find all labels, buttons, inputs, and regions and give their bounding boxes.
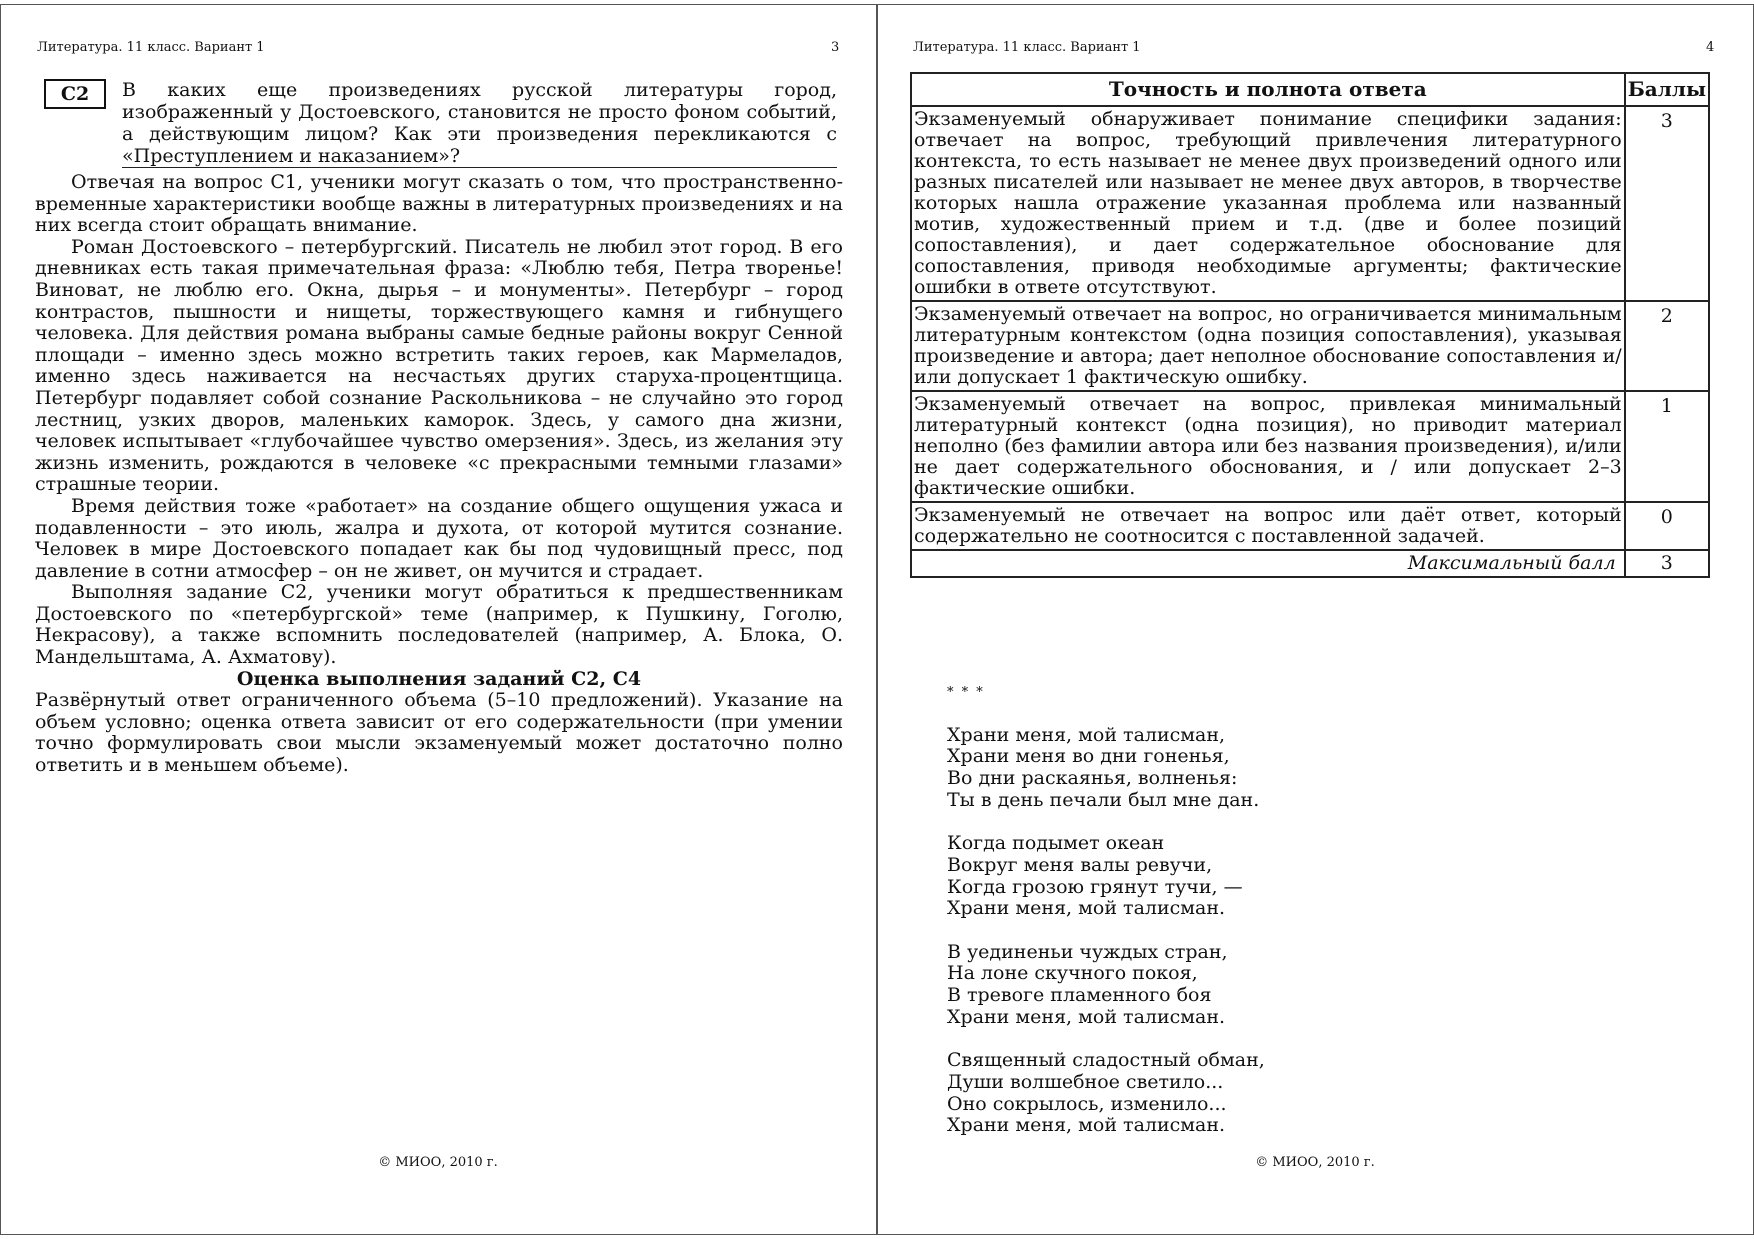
poem bbox=[947, 683, 1265, 1137]
poem-stanza bbox=[947, 942, 1265, 1029]
table-row bbox=[911, 106, 1709, 301]
poem-line: В уединеньи чуждых стран, bbox=[947, 940, 1228, 963]
paragraph: Время действия тоже «работает» на создание общего ощущения ужаса и подавленности – это июль, жалра и духота, от которой мутится сознание. Человек в мире Достоевского попадает как бы под чудовищный пресс, под давление в сотни атмосфер – он не живет, он мучится и страдает. bbox=[35, 494, 843, 582]
paragraph: Роман Достоевского – петербургский. Писатель не любил этот город. В его дневниках есть такая примечательная фраза: «Люблю тебя, Петра творенье! Виноват, не люблю его. Окна, дырья – и монументы». Петербург – город контрастов, пышности и нищеты, торжествующего камня и гибнущего человека. Для действия романа выбраны самые бедные районы вокруг Сенной площади – именно здесь можно встретить таких героев, как Мармеладов, именно здесь наживается на несчастьях других старуха-процентщица. Петербург подавляет собой сознание Раскольникова – не случайно это город лестниц, узких дворов, маленьких каморок. Здесь, у самого дна жизни, человек испытывает «глубочайшее чувство омерзения». Здесь, из желания эту жизнь изменить, рождаются в человеке «с прекрасными темными глазами» страшные теории. bbox=[35, 235, 843, 496]
poem-line: Вокруг меня валы ревучи, bbox=[947, 853, 1213, 876]
poem-line: Когда грозою грянут тучи, — bbox=[947, 875, 1243, 898]
left-page bbox=[0, 5, 876, 1234]
table-row bbox=[911, 391, 1709, 502]
task-question: В каких еще произведениях русской литературы город, изображенный у Достоевского, становится не просто фоном событий, а действующим лицом? Как эти произведения перекликаются с «Преступлением и наказанием»? bbox=[122, 79, 837, 167]
table-row bbox=[911, 502, 1709, 550]
poem-line: Ты в день печали был мне дан. bbox=[947, 788, 1260, 811]
scoring-table bbox=[910, 72, 1710, 578]
poem-line: Храни меня, мой талисман. bbox=[947, 897, 1226, 920]
right-page-number: 4 bbox=[1706, 40, 1715, 55]
answer-commentary bbox=[35, 172, 843, 777]
max-score-row bbox=[911, 550, 1709, 577]
question-underline bbox=[122, 167, 837, 168]
max-score-value: 3 bbox=[1625, 550, 1709, 577]
column-header-criteria: Точность и полнота ответа bbox=[911, 73, 1625, 106]
poem-stars: * * * bbox=[947, 685, 985, 700]
poem-line: Когда подымет океан bbox=[947, 832, 1165, 855]
poem-line: Священный сладостный обман, bbox=[947, 1049, 1265, 1072]
column-header-points: Баллы bbox=[1625, 73, 1709, 106]
poem-line: Храни меня, мой талисман. bbox=[947, 1005, 1226, 1028]
criteria-cell: Экзаменуемый не отвечает на вопрос или даёт ответ, который содержательно не соотносится с поставленной задачей. bbox=[911, 502, 1625, 550]
section-heading: Оценка выполнения заданий С2, С4 bbox=[236, 667, 642, 690]
poem-line: Оно сокрылось, изменило... bbox=[947, 1092, 1227, 1115]
left-page-header: Литература. 11 класс. Вариант 1 bbox=[37, 40, 265, 55]
task-label-c2: С2 bbox=[44, 79, 106, 109]
poem-stanza bbox=[947, 833, 1265, 920]
points-cell: 2 bbox=[1625, 301, 1709, 391]
right-page-header: Литература. 11 класс. Вариант 1 bbox=[913, 40, 1141, 55]
criteria-cell: Экзаменуемый отвечает на вопрос, привлекая минимальный литературный контекст (одна позиция), но приводит материал неполно (без фамилии автора или без названия произведения), и/или не дает содержательного обоснования, и / или допускает 2–3 фактические ошибки. bbox=[911, 391, 1625, 502]
poem-line: На лоне скучного покоя, bbox=[947, 962, 1198, 985]
poem-line: В тревоге пламенного боя bbox=[947, 984, 1212, 1007]
poem-line: Храни меня, мой талисман, bbox=[947, 723, 1226, 746]
section-text: Развёрнутый ответ ограниченного объема (5–10 предложений). Указание на объем условно; оценка ответа зависит от его содержательности (при умении точно формулировать свои мысли экзаменуемый может достаточно полно ответить и в меньшем объеме). bbox=[35, 689, 843, 777]
poem-line: Во дни раскаянья, волненья: bbox=[947, 767, 1238, 790]
right-page-footer: © МИОО, 2010 г. bbox=[1255, 1155, 1375, 1170]
poem-line: Души волшебное светило... bbox=[947, 1070, 1224, 1093]
right-page bbox=[877, 5, 1753, 1234]
criteria-cell: Экзаменуемый отвечает на вопрос, но ограничивается минимальным литературным контекстом (одна позиция сопоставления), указывая произведение и автора; дает неполное обоснование сопоставления и/или допускает 1 фактическую ошибку. bbox=[911, 301, 1625, 391]
points-cell: 0 bbox=[1625, 502, 1709, 550]
poem-stanza bbox=[947, 1050, 1265, 1137]
max-score-label: Максимальный балл bbox=[911, 550, 1625, 577]
poem-line: Храни меня, мой талисман. bbox=[947, 1114, 1226, 1137]
paragraph: Выполняя задание С2, ученики могут обратиться к предшественникам Достоевского по «петербургской» теме (например, к Пушкину, Гоголю, Некрасову), а также вспомнить последователей (например, А. Блока, О. Мандельштама, А. Ахматову). bbox=[35, 581, 843, 669]
points-cell: 3 bbox=[1625, 106, 1709, 301]
paragraph: Отвечая на вопрос С1, ученики могут сказать о том, что пространственно-временные характеристики вообще важны в литературных произведениях и на них всегда стоит обращать внимание. bbox=[35, 171, 843, 237]
table-row bbox=[911, 301, 1709, 391]
points-cell: 1 bbox=[1625, 391, 1709, 502]
left-page-number: 3 bbox=[831, 40, 840, 55]
table-header-row bbox=[911, 73, 1709, 106]
poem-stanza bbox=[947, 725, 1265, 812]
criteria-cell: Экзаменуемый обнаруживает понимание специфики задания: отвечает на вопрос, требующий привлечения литературного контекста, то есть называет не менее двух произведений одного или разных писателей или называет не менее двух авторов, в творчестве которых нашла отражение указанная проблема или названный мотив, художественный прием и т.д. (две и более позиций сопоставления), и дает содержательное обоснование для сопоставления, приводя необходимые аргументы; фактические ошибки в ответе отсутствуют. bbox=[911, 106, 1625, 301]
left-page-footer: © МИОО, 2010 г. bbox=[378, 1155, 498, 1170]
poem-line: Храни меня во дни гоненья, bbox=[947, 745, 1230, 768]
